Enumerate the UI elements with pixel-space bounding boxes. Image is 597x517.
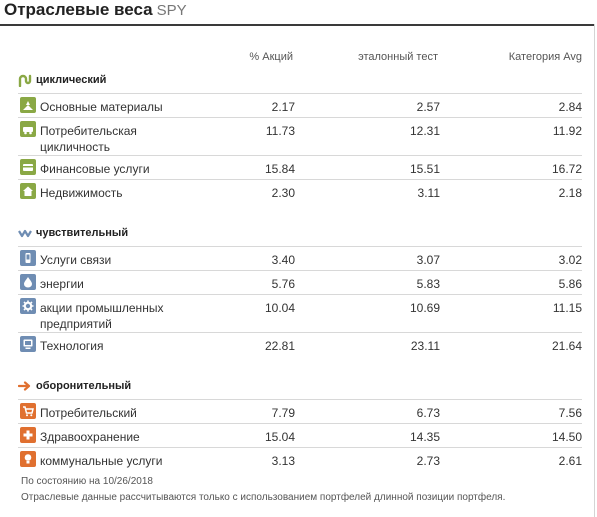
- group-sensitive-label: чувствительный: [36, 227, 129, 239]
- sector-name: Потребительская цикличность: [40, 124, 137, 154]
- consumer-defensive-icon: [20, 403, 36, 419]
- group-sensitive: [18, 223, 128, 243]
- benchmark-value: 2.57: [416, 100, 440, 114]
- sector-name: Основные материалы: [40, 100, 163, 114]
- sector-row-utilities: [18, 447, 582, 472]
- category-value: 21.64: [551, 339, 582, 353]
- benchmark-value: 3.11: [417, 186, 440, 200]
- shares-value: 15.04: [264, 430, 295, 444]
- category-value: 11.15: [552, 301, 582, 315]
- footnote: Отраслевые данные рассчитываются только с использованием портфелей длинной позиции портфеля.: [21, 492, 506, 503]
- technology-icon: [20, 336, 36, 352]
- sector-name: Технология: [40, 339, 104, 353]
- category-value: 3.02: [558, 253, 582, 267]
- healthcare-icon: [20, 427, 36, 443]
- category-value: 11.92: [552, 124, 582, 138]
- category-value: 16.72: [551, 162, 582, 176]
- sector-row-communication-services: [18, 246, 582, 271]
- cyclical-icon: [18, 73, 32, 87]
- group-defensive-label: оборонительный: [36, 380, 132, 392]
- group-cyclical-label: циклический: [36, 74, 107, 86]
- category-value: 2.18: [558, 186, 582, 200]
- benchmark-value: 3.07: [416, 253, 440, 267]
- sector-name: Услуги связи: [40, 253, 112, 267]
- page-title: Отраслевые веса: [4, 0, 153, 19]
- shares-value: 3.40: [271, 253, 295, 267]
- sector-row-energy: [18, 270, 582, 295]
- category-value: 2.61: [558, 454, 582, 468]
- sector-name: коммунальные услуги: [40, 454, 163, 468]
- benchmark-value: 12.31: [409, 124, 440, 138]
- sector-row-technology: [18, 332, 582, 357]
- benchmark-value: 6.73: [416, 406, 440, 420]
- sector-name: Здравоохранение: [40, 430, 140, 444]
- benchmark-value: 23.11: [410, 339, 440, 353]
- sector-name: Потребительский: [40, 406, 137, 420]
- category-value: 5.86: [558, 277, 582, 291]
- utilities-icon: [20, 451, 36, 467]
- ticker-label: SPY: [156, 2, 187, 19]
- header-rule: [0, 24, 594, 26]
- sector-name: Недвижимость: [40, 186, 123, 200]
- sector-name: Финансовые услуги: [40, 162, 150, 176]
- col-header-shares: % Акций: [249, 51, 293, 63]
- shares-value: 11.73: [265, 124, 295, 138]
- benchmark-value: 15.51: [409, 162, 440, 176]
- category-value: 14.50: [551, 430, 582, 444]
- shares-value: 7.79: [271, 406, 295, 420]
- group-defensive: [18, 376, 131, 396]
- category-value: 7.56: [558, 406, 582, 420]
- sector-name: акции промышленных предприятий: [40, 301, 164, 331]
- benchmark-value: 5.83: [416, 277, 440, 291]
- page-header: [4, 0, 187, 24]
- shares-value: 2.30: [271, 186, 295, 200]
- sector-row-financial-services: [18, 155, 582, 180]
- benchmark-value: 10.69: [409, 301, 440, 315]
- energy-icon: [20, 274, 36, 290]
- sector-row-consumer-cyclical: [18, 117, 582, 156]
- shares-value: 10.04: [264, 301, 295, 315]
- sensitive-icon: [18, 226, 32, 240]
- communication-services-icon: [20, 250, 36, 266]
- group-cyclical: [18, 70, 106, 90]
- sector-row-basic-materials: [18, 93, 582, 118]
- category-value: 2.84: [558, 100, 582, 114]
- sector-row-consumer-defensive: [18, 399, 582, 424]
- panel-right-border: [594, 24, 595, 517]
- shares-value: 2.17: [271, 100, 295, 114]
- shares-value: 3.13: [271, 454, 295, 468]
- sector-row-healthcare: [18, 423, 582, 448]
- benchmark-value: 14.35: [409, 430, 440, 444]
- as-of-date: По состоянию на 10/26/2018: [21, 476, 153, 487]
- sector-row-real-estate: [18, 179, 582, 204]
- sector-row-industrials: [18, 294, 582, 333]
- col-header-benchmark: эталонный тест: [358, 51, 438, 63]
- shares-value: 5.76: [271, 277, 295, 291]
- defensive-icon: [18, 379, 32, 393]
- real-estate-icon: [20, 183, 36, 199]
- financial-services-icon: [20, 159, 36, 175]
- col-header-category: Категория Avg: [508, 51, 582, 63]
- shares-value: 22.81: [264, 339, 295, 353]
- benchmark-value: 2.73: [416, 454, 440, 468]
- shares-value: 15.84: [264, 162, 295, 176]
- sector-name: энергии: [40, 277, 84, 291]
- basic-materials-icon: [20, 97, 36, 113]
- industrials-icon: [20, 298, 36, 314]
- consumer-cyclical-icon: [20, 121, 36, 137]
